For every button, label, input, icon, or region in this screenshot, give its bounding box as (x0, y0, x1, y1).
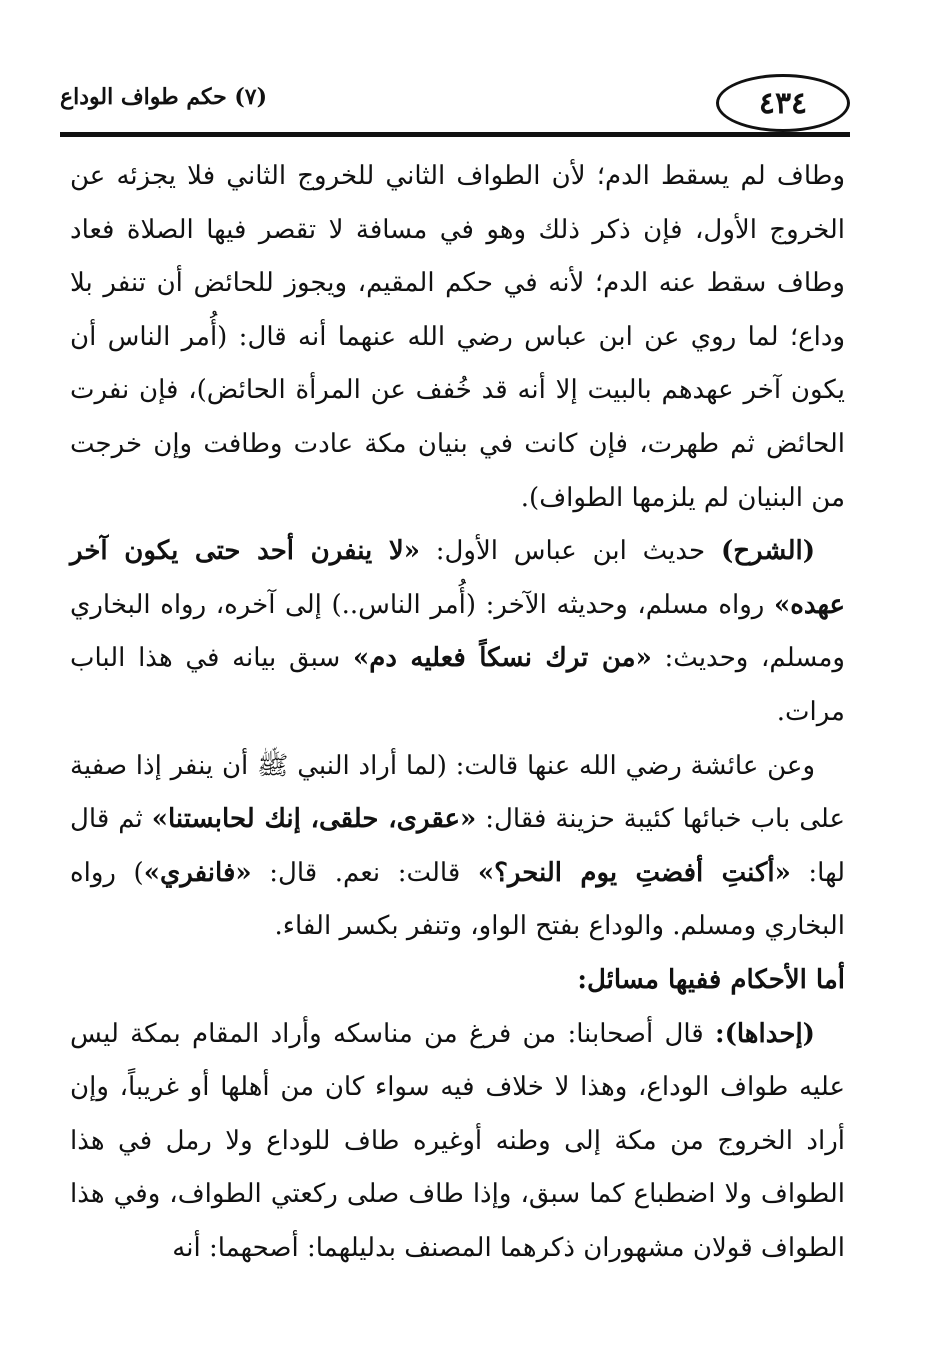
body-text (70, 150, 845, 1275)
paragraph-4 (70, 1008, 845, 1276)
paragraph-2-text-a: حديث ابن عباس الأول: (419, 536, 721, 567)
hadith-quote-4: «أكنتِ أفضتِ يوم النحر؟» (477, 857, 791, 888)
paragraph-2-text-c: رواه مسلم، وحديثه الآخر: (أُمر الناس..) إلى آخره، رواه البخاري ومسلم، وحديث: (70, 589, 845, 674)
issue-label: (إحداها): (714, 1018, 815, 1049)
paragraph-2 (70, 525, 845, 739)
hadith-quote-1: «لا ينفرن أحد حتى يكون آخر عهده» (70, 536, 845, 620)
chapter-title: (٧) حكم طواف الوداع (60, 84, 268, 110)
sharh-label: (الشرح) (720, 536, 816, 567)
hadith-quote-5: «فانفري» (143, 857, 252, 888)
paragraph-3-text-c: ثم قال لها: (70, 804, 845, 888)
paragraph-1: وطاف لم يسقط الدم؛ لأن الطواف الثاني للخروج الثاني فلا يجزئه عن الخروج الأول، فإن ذكر ذلك وهو في مسافة لا تقصر فيها الصلاة فعاد وطاف سقط عنه الدم؛ لأنه في حكم المقيم، ويجوز للحائض أن تنفر بلا وداع؛ لما روي عن ابن عباس رضي الله عنهما أنه قال: (أُمر الناس أن يكون آخر عهدهم بالبيت إلا أنه قد خُفف عن المرأة الحائض)، فإن نفرت الحائض ثم طهرت، فإن كانت في بنيان مكة عادت وطافت وإن خرجت من البنيان لم يلزمها الطواف). (70, 161, 845, 513)
paragraph-3-text-a: وعن عائشة رضي الله عنها قالت: (لما أراد النبي ﷺ أن ينفر إذا صفية على باب خبائها كئيبة حزينة فقال: (70, 750, 845, 835)
header-rule (60, 132, 850, 137)
paragraph-2-text-e: سبق بيانه في هذا الباب مرات. (70, 643, 845, 727)
page-number: ٤٣٤ (716, 74, 850, 132)
hadith-quote-3: «عقرى، حلقى، إنك لحابستنا» (151, 804, 477, 835)
hadith-quote-2: «من ترك نسكاً فعليه دم» (352, 643, 652, 674)
paragraph-3 (70, 740, 845, 954)
paragraph-3-text-e: قالت: نعم. قال: (251, 857, 478, 888)
paragraph-4-text: قال أصحابنا: من فرغ من مناسكه وأراد المقام بمكة ليس عليه طواف الوداع، وهذا لا خلاف فيه سواء كان من أهلها أو غريباً، وإن أراد الخروج من مكة إلى وطنه أوغيره طاف للوداع ولا رمل في هذا الطواف ولا اضطباع كما سبق، وإذا طاف صلى ركعتي الطواف، وفي هذا الطواف قولان مشهوران ذكرهما المصنف بدليلهما: أصحهما: أنه (70, 1018, 845, 1263)
page-header (60, 70, 850, 140)
paragraph-3-text-g: ) رواه البخاري ومسلم. والوداع بفتح الواو، وتنفر بكسر الفاء. (70, 857, 845, 942)
section-heading: أما الأحكام ففيها مسائل: (577, 964, 845, 995)
